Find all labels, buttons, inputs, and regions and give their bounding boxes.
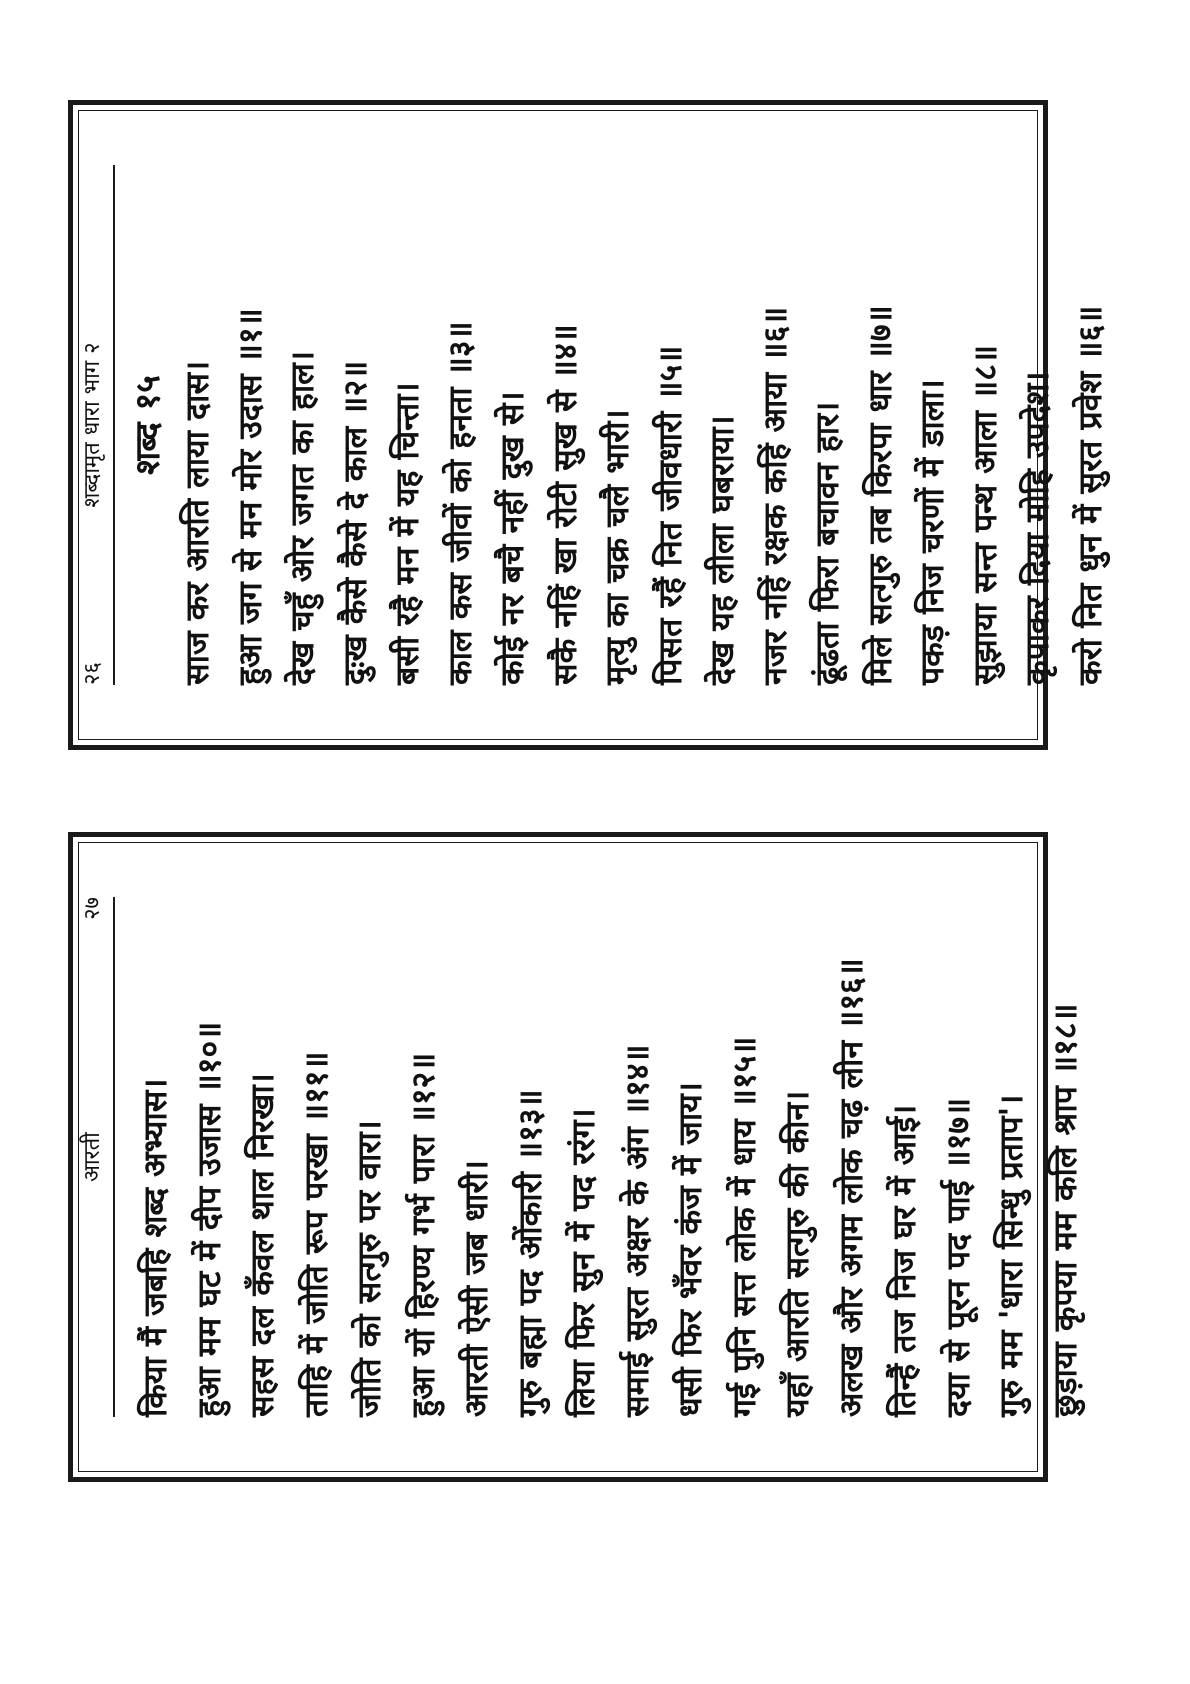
verse-line: कोई नर बचै नहीं दुख से। [493,391,531,685]
verse-line: गुरु बह्मा पद ओंकारी ॥१३॥ [510,1089,549,1417]
verse-line: किया मैं जबहि शब्द अभ्यास। [136,1078,174,1417]
verse-line: हुआ जग से मन मोर उदास ॥१॥ [230,308,269,685]
verse-line: साज कर आरति लाया दास। [178,360,216,685]
verse-lines [129,897,1092,1417]
verse-line: दया से पूरन पद पाई ॥१७॥ [938,1097,977,1417]
verse-line: ढूंढता फिरा बचावन हार। [808,401,846,685]
verse-line: छुड़ाया कृपया मम कलि श्राप ॥१८॥ [1045,1003,1084,1417]
verse-line: मृत्यु का चक्र चलै भारी। [598,409,636,685]
right-page-header [73,897,115,1417]
verse-line: सुझाया सन्त पन्थ आला ॥८॥ [965,344,1004,685]
right-page-content [73,837,1084,1477]
verse-line: आरती ऐसी जब धारी। [457,1160,495,1417]
verse-line: तिन्हैं तज निज घर में आई। [885,1104,923,1417]
verse-line: हुआ मम घट में दीप उजास ॥१०॥ [189,1021,228,1417]
verse-line: सकै नहिं खा रोटी सुख से ॥४॥ [545,324,584,685]
verse-line: देख यह लीला घबराया। [703,415,741,685]
verse-line: समाई सुरत अक्षर के अंग ॥१४॥ [617,1044,656,1417]
verse-line: गई पुनि सत्त लोक में धाय ॥१५॥ [724,1036,763,1417]
running-header: शब्दामृत धारा भाग २ [80,342,105,508]
verse-line: देख चहुँ ओर जगत का हाल। [283,351,321,685]
verse-line: काल कस जीवों को हनता ॥३॥ [440,321,479,685]
verse-line: हुआ यों हिरण्य गर्भ पारा ॥१२॥ [403,1052,442,1417]
verse-line: सहस दल कँवल थाल निरखा। [243,1073,281,1417]
left-page-header [73,165,115,685]
verse-line: ताहि में जोति रूप परखा ॥११॥ [296,1051,335,1417]
shabd-heading: शब्द १५ [128,375,168,475]
verse-line: धसी फिर भँवर कंज में जाय। [671,1082,709,1417]
verse-line: लिया फिर सुन में पद ररंग। [564,1108,602,1417]
verse-line: बसी रहै मन में यह चिन्ता। [388,382,426,685]
verse-line: यहाँ आरति सत्गुरु की कीन। [778,1090,816,1417]
verse-line: करो नित धुन में सुरत प्रवेश ॥६॥ [1070,305,1109,685]
verse-line: नजर नहिं रक्षक कहिं आया ॥६॥ [755,306,794,685]
verse-line: पकड़ निज चरणों में डाला। [913,379,951,685]
page-number: २७ [80,897,105,920]
verse-line: गुरु मम 'धारा सिन्धु प्रताप'। [992,1094,1030,1417]
page-number: २६ [80,662,105,685]
verse-line: अलख और अगम लोक चढ़ लीन ॥१६॥ [831,958,870,1417]
verse-line: मिले सत्गुरु तब किरपा धार ॥७॥ [860,305,899,685]
left-page-panel [68,100,1109,750]
right-page-panel [68,832,1084,1482]
verse-line: दुःख कैसे कैसे दे काल ॥२॥ [335,360,374,685]
verse-line: पिसत रहैं नित जीवधारी ॥५॥ [650,345,689,685]
verse-line: जोति को सत्गुरु पर वारा। [350,1120,388,1417]
running-header: आरती [80,1132,105,1182]
verse-line: कृपाकर दिया मोहि उपदेश। [1018,371,1056,685]
left-page-content [73,105,1109,745]
verse-lines [171,165,1116,685]
